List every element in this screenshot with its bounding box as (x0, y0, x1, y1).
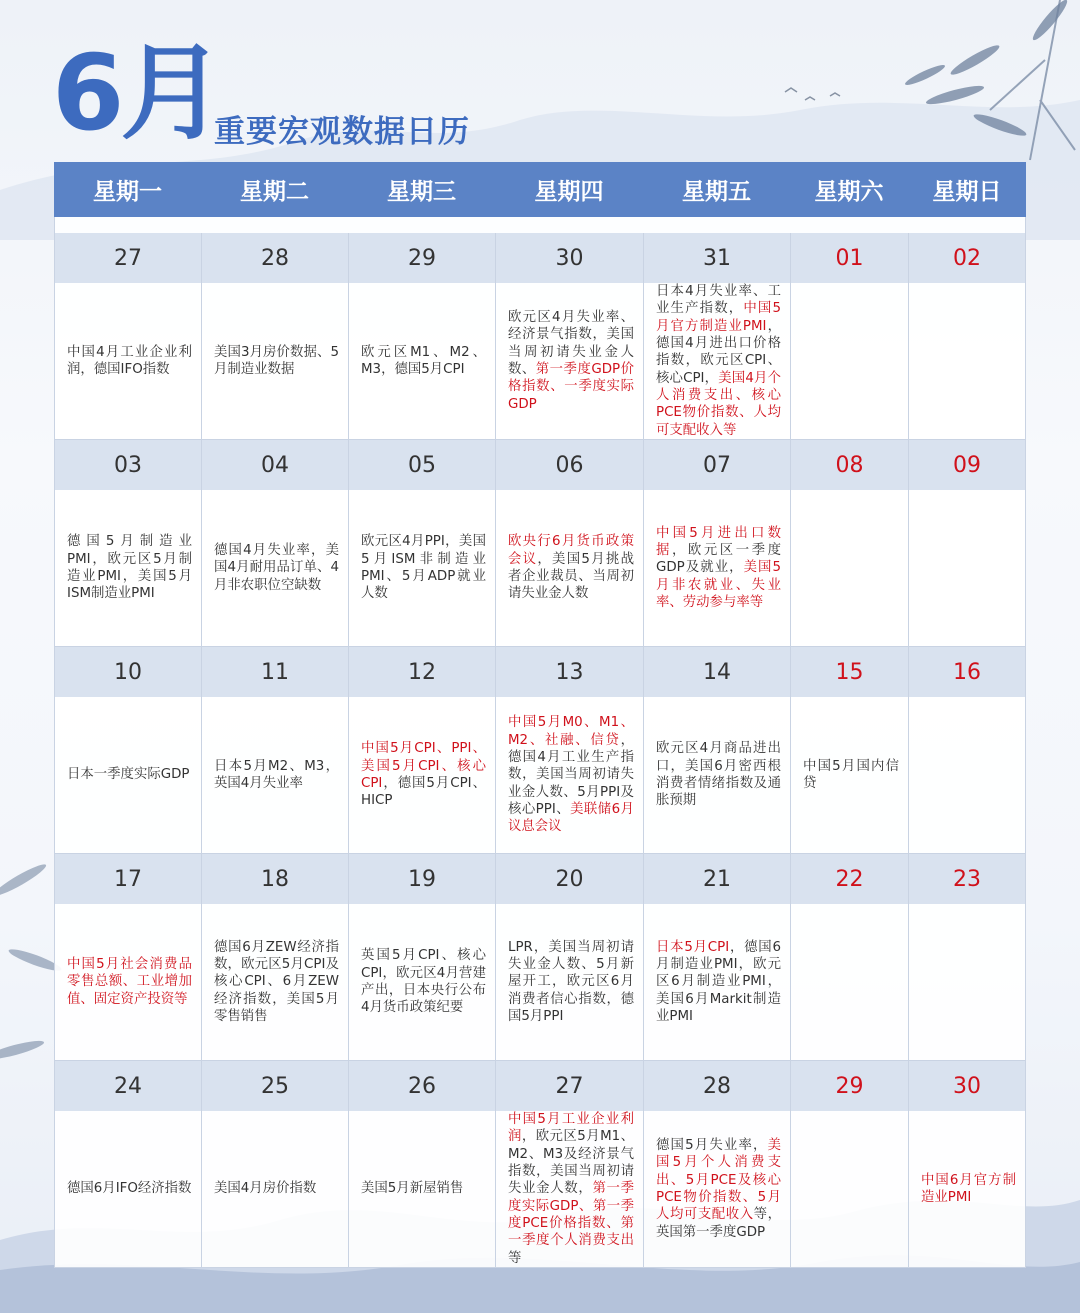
day-cell (348, 647, 495, 854)
event-text (214, 939, 339, 1025)
day-cell (54, 233, 201, 440)
calendar-weeks (54, 233, 1026, 1268)
day-number: 13 (496, 647, 643, 697)
day-number: 27 (55, 233, 201, 283)
weekday-label: 星期三 (387, 179, 456, 205)
highlight-event: 中国5月M0、M1、M2、社融、信贷 (508, 715, 634, 748)
highlight-event: 美国5月非农就业、失业率、劳动参与率等 (656, 560, 781, 610)
day-events (496, 1111, 643, 1267)
event-text (656, 740, 781, 809)
day-number: 17 (55, 854, 201, 904)
day-cell (790, 1061, 908, 1268)
day-cell (495, 233, 643, 440)
day-events (349, 1111, 495, 1267)
event-segment: LPR，美国当周初请失业金人数、5月新屋开工，欧元区6月消费者信心指数，德国5月PPI (508, 939, 634, 1024)
day-cell (201, 233, 348, 440)
highlight-event: 中国5月进出口数据 (656, 525, 781, 559)
weekday-label: 星期二 (240, 179, 309, 205)
day-cell (495, 854, 643, 1061)
event-segment: ，美国5月挑战者企业裁员、当周初请失业金人数 (508, 551, 634, 602)
highlight-event: 美国4月个人消费支出、核心PCE物价指数、人均可支配收入等 (656, 370, 781, 438)
day-cell (495, 1061, 643, 1268)
day-number: 21 (644, 854, 790, 904)
day-cell (643, 233, 790, 440)
day-cell (54, 440, 201, 647)
day-number: 30 (909, 1061, 1025, 1111)
day-events (644, 283, 790, 439)
event-segment: ，德国4月工业生产指数，美国当周初请失业金人数、5月PPI及核心PPI、 (508, 732, 634, 817)
day-events (349, 904, 495, 1060)
day-number: 03 (55, 440, 201, 490)
event-segment: ，德国4月进出口价格指数，欧元区CPI、核心CPI， (656, 318, 782, 386)
day-events (791, 283, 908, 439)
event-text (67, 766, 192, 783)
day-number: 04 (202, 440, 348, 490)
day-cell (908, 440, 1026, 647)
day-events (55, 904, 201, 1060)
day-cell (348, 440, 495, 647)
day-events (909, 697, 1025, 853)
day-number: 22 (791, 854, 908, 904)
day-events (496, 904, 643, 1060)
day-number: 24 (55, 1061, 201, 1111)
day-events (202, 283, 348, 439)
day-cell (54, 854, 201, 1061)
day-events (496, 283, 643, 439)
calendar-week-row (54, 1061, 1026, 1268)
highlight-event: 欧央行6月货币政策会议 (508, 534, 634, 567)
event-segment: 等，英国第一季度GDP (656, 1207, 782, 1240)
event-segment: 欧元区4月失业率、经济景气指数，美国当周初请失业金人数、 (508, 310, 634, 377)
highlight-event: 美联储6月议息会议 (508, 801, 634, 835)
highlight-event: 美国5月个人消费支出、5月PCE及核心PCE物价指数、5月人均可支配收入 (656, 1138, 781, 1223)
day-number: 30 (496, 233, 643, 283)
day-number: 20 (496, 854, 643, 904)
day-cell (908, 854, 1026, 1061)
day-cell (643, 854, 790, 1061)
day-events (349, 283, 495, 439)
highlight-event: 第一季度实际GDP、第一季度PCE价格指数、第一季度个人消费支出 (508, 1181, 635, 1249)
day-number: 10 (55, 647, 201, 697)
day-number: 08 (791, 440, 908, 490)
day-cell (643, 440, 790, 647)
day-cell (908, 233, 1026, 440)
weekday-label: 星期一 (93, 179, 162, 205)
event-segment: ，德国5月CPI、HICP (361, 776, 486, 809)
day-cell (201, 440, 348, 647)
weekday-label: 星期五 (682, 179, 751, 205)
highlight-event: 中国6月官方制造业PMI (921, 1172, 1016, 1205)
calendar-week-row (54, 440, 1026, 647)
event-segment: 日本5月M2、M3，英国4月失业率 (214, 758, 339, 791)
day-events (202, 697, 348, 853)
event-segment: 英国5月CPI、核心CPI，欧元区4月营建产出，日本央行公布4月货币政策纪要 (361, 948, 486, 1016)
day-cell (348, 1061, 495, 1268)
day-number: 02 (909, 233, 1025, 283)
day-number: 06 (496, 440, 643, 490)
highlight-event: 中国5月社会消费品零售总额、工业增加值、固定资产投资等 (67, 957, 192, 1007)
event-segment: ，欧元区一季度GDP及就业， (656, 543, 782, 576)
day-cell (348, 233, 495, 440)
day-number: 05 (349, 440, 495, 490)
event-segment: 欧元区4月商品进出口，美国6月密西根消费者情绪指数及通胀预期 (656, 741, 781, 809)
day-number: 11 (202, 647, 348, 697)
event-segment: 日本一季度实际GDP (67, 767, 190, 783)
day-events (55, 490, 201, 646)
event-text (508, 1111, 634, 1267)
day-events (644, 1111, 790, 1267)
event-segment: ，德国6月制造业PMI，欧元区6月制造业PMI，美国6月Markit制造业PMI (656, 939, 781, 1024)
day-events (55, 283, 201, 439)
event-text (656, 939, 781, 1025)
day-events (791, 490, 908, 646)
day-cell (643, 1061, 790, 1268)
event-text (508, 309, 634, 413)
event-segment: 欧元区M1、M2、M3，德国5月CPI (361, 344, 486, 377)
event-text (67, 1180, 192, 1197)
day-events (349, 490, 495, 646)
event-segment: 德国6月IFO经济指数 (67, 1181, 192, 1197)
page-subtitle: 重要宏观数据日历 (214, 114, 470, 150)
day-events (55, 1111, 201, 1267)
day-number: 07 (644, 440, 790, 490)
event-text (361, 533, 486, 602)
event-text (67, 533, 192, 602)
day-cell (201, 1061, 348, 1268)
event-text (508, 533, 634, 602)
event-segment: 美国3月房价数据、5月制造业数据 (214, 344, 339, 377)
day-cell (495, 647, 643, 854)
day-events (909, 1111, 1025, 1267)
calendar-grid (54, 162, 1026, 1268)
event-text (214, 542, 339, 594)
event-text (508, 939, 634, 1025)
day-number: 23 (909, 854, 1025, 904)
day-events (909, 490, 1025, 646)
event-text (361, 344, 486, 379)
day-events (791, 697, 908, 853)
day-events (791, 1111, 908, 1267)
day-events (349, 697, 495, 853)
event-segment: 日本4月失业率、工业生产指数， (656, 284, 781, 317)
day-cell (348, 854, 495, 1061)
highlight-event: 中国5月工业企业利润 (508, 1112, 634, 1145)
event-text (214, 758, 339, 793)
month-title: 6月 (52, 32, 221, 154)
event-text (214, 1180, 339, 1197)
day-number: 25 (202, 1061, 348, 1111)
event-segment: 中国5月国内信贷 (803, 758, 899, 791)
event-segment: 欧元区4月PPI，美国5月ISM非制造业PMI、5月ADP就业人数 (361, 534, 486, 602)
highlight-event: 第一季度GDP价格指数、一季度实际GDP (508, 362, 634, 412)
event-segment: ，欧元区5月M1、M2、M3及经济景气指数，美国当周初请失业金人数， (508, 1129, 635, 1197)
day-events (909, 904, 1025, 1060)
day-number: 18 (202, 854, 348, 904)
event-text (508, 714, 634, 835)
event-text (921, 1172, 1016, 1207)
day-cell (54, 1061, 201, 1268)
day-events (202, 1111, 348, 1267)
day-events (909, 283, 1025, 439)
day-events (791, 904, 908, 1060)
event-text (361, 947, 486, 1016)
event-text (67, 956, 192, 1008)
day-cell (643, 647, 790, 854)
day-number: 27 (496, 1061, 643, 1111)
weekday-header (54, 162, 1026, 217)
event-segment: 德国5月制造业PMI，欧元区5月制造业PMI，美国5月ISM制造业PMI (67, 534, 192, 602)
day-cell (201, 647, 348, 854)
event-segment: 德国5月失业率， (656, 1138, 768, 1154)
day-number: 14 (644, 647, 790, 697)
day-events (202, 490, 348, 646)
day-events (644, 904, 790, 1060)
day-number: 26 (349, 1061, 495, 1111)
day-events (644, 697, 790, 853)
day-number: 16 (909, 647, 1025, 697)
day-cell (790, 233, 908, 440)
event-text (803, 758, 899, 793)
event-text (67, 344, 192, 379)
weekday-label: 星期六 (814, 179, 884, 205)
highlight-event: 日本5月CPI (656, 939, 730, 955)
day-number: 19 (349, 854, 495, 904)
day-cell (201, 854, 348, 1061)
day-number: 29 (791, 1061, 908, 1111)
day-number: 01 (791, 233, 908, 283)
day-cell (790, 854, 908, 1061)
day-number: 29 (349, 233, 495, 283)
day-number: 28 (202, 233, 348, 283)
day-cell (790, 647, 908, 854)
day-cell (495, 440, 643, 647)
day-number: 09 (909, 440, 1025, 490)
day-cell (54, 647, 201, 854)
day-events (496, 697, 643, 853)
event-segment: 等 (508, 1250, 522, 1266)
day-events (496, 490, 643, 646)
calendar-week-row (54, 854, 1026, 1061)
day-number: 28 (644, 1061, 790, 1111)
event-text (361, 1180, 486, 1197)
day-cell (908, 1061, 1026, 1268)
header-spacer (54, 217, 1026, 233)
day-events (55, 697, 201, 853)
weekday-label: 星期四 (534, 179, 604, 205)
event-segment: 美国5月新屋销售 (361, 1181, 464, 1197)
event-segment: 德国6月ZEW经济指数，欧元区5月CPI及核心CPI、6月ZEW经济指数，美国5月零售销售 (214, 939, 339, 1024)
event-text (214, 344, 339, 379)
day-cell (908, 647, 1026, 854)
weekday-label: 星期日 (932, 179, 1002, 205)
day-cell (790, 440, 908, 647)
event-text (656, 525, 781, 611)
event-segment: 德国4月失业率，美国4月耐用品订单、4月非农职位空缺数 (214, 543, 339, 593)
event-text (361, 740, 486, 809)
day-events (202, 904, 348, 1060)
highlight-event: 中国5月CPI、PPI、美国5月CPI、核心CPI (361, 741, 486, 791)
day-number: 12 (349, 647, 495, 697)
highlight-event: 中国5月官方制造业PMI (656, 301, 781, 334)
event-text (656, 1137, 781, 1241)
event-segment: 中国4月工业企业利润，德国IFO指数 (67, 344, 192, 377)
day-number: 31 (644, 233, 790, 283)
calendar-week-row (54, 233, 1026, 440)
day-events (644, 490, 790, 646)
event-text (656, 283, 781, 439)
event-segment: 美国4月房价指数 (214, 1181, 317, 1197)
calendar-week-row (54, 647, 1026, 854)
day-number: 15 (791, 647, 908, 697)
